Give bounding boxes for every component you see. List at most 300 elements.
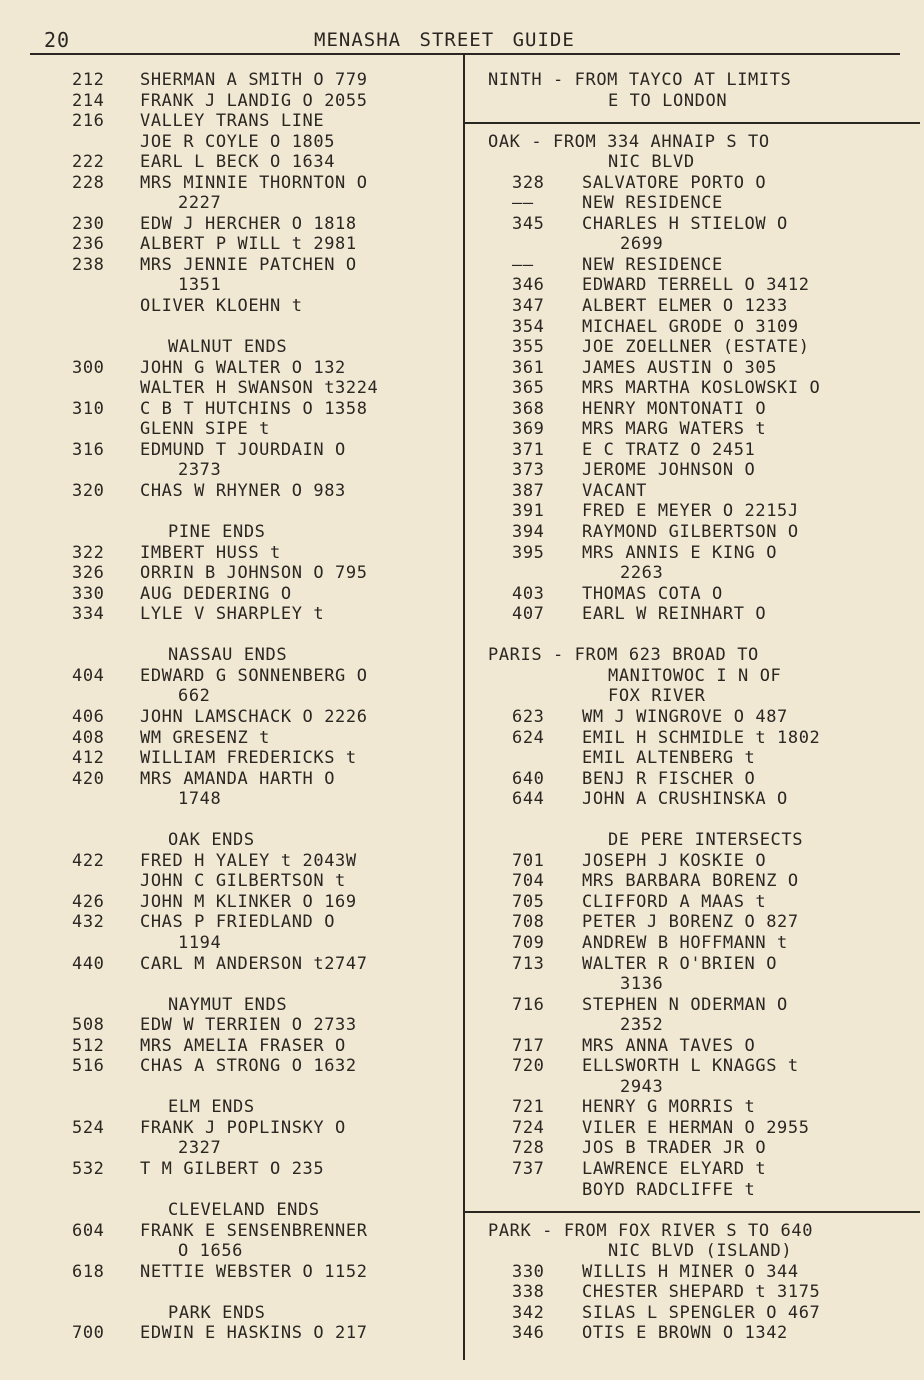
directory-line [470,1303,910,1324]
house-number: 700 [72,1323,105,1344]
directory-line [470,317,910,338]
directory-line [470,1221,910,1242]
directory-line [470,460,910,481]
house-number: 330 [72,583,105,604]
left-column [30,70,460,1344]
resident-name: T M GILBERT O 235 [140,1158,325,1179]
spacer [470,625,910,646]
directory-line [470,337,910,358]
house-number: 395 [512,542,545,563]
house-number: 432 [72,912,105,933]
house-number: 508 [72,1015,105,1036]
header-rule [30,53,900,55]
spacer [30,1180,460,1201]
directory-line [470,358,910,379]
directory-line [470,645,910,666]
directory-line [470,563,910,584]
resident-name: MRS MINNIE THORNTON O [140,172,368,193]
resident-name: VILER E HERMAN O 2955 [582,1117,810,1138]
house-number: 408 [72,727,105,748]
directory-line [470,1118,910,1139]
house-number: 440 [72,953,105,974]
resident-name: LAWRENCE ELYARD t [582,1158,767,1179]
right-column [470,70,910,1344]
resident-name: JEROME JOHNSON O [582,460,756,481]
directory-line [30,1056,460,1077]
directory-line [30,728,460,749]
spacer [30,1077,460,1098]
directory-line [30,296,460,317]
house-number: 394 [512,522,545,543]
directory-line [470,501,910,522]
directory-line [470,954,910,975]
resident-name: JOSEPH J KOSKIE O [582,850,767,871]
house-number: 422 [72,850,105,871]
resident-name: JOHN C GILBERTSON t [140,871,346,892]
resident-name: JOHN G WALTER O 132 [140,357,346,378]
directory-line [470,1241,910,1262]
directory-line [470,296,910,317]
resident-name: EMIL ALTENBERG t [582,748,756,769]
directory-line [30,522,460,543]
house-number: 330 [512,1261,545,1282]
directory-line [470,1323,910,1344]
resident-name: JOS B TRADER JR O [582,1138,767,1159]
house-number: 387 [512,480,545,501]
directory-line [470,1077,910,1098]
directory-line [30,358,460,379]
directory-line [470,604,910,625]
house-number: 624 [512,727,545,748]
directory-line [470,769,910,790]
resident-name: ELLSWORTH L KNAGGS t [582,1056,799,1077]
directory-line [30,214,460,235]
house-number: 708 [512,912,545,933]
resident-name: BENJ R FISCHER O [582,768,756,789]
directory-line [30,419,460,440]
directory-line [30,563,460,584]
directory-line [470,152,910,173]
resident-name: MRS MARG WATERS t [582,419,767,440]
house-number: 420 [72,768,105,789]
resident-name: VACANT [582,480,648,501]
section-rule [470,111,910,132]
directory-line [470,1159,910,1180]
directory-line [470,892,910,913]
directory-line [30,851,460,872]
resident-name: CHESTER SHEPARD t 3175 [582,1282,821,1303]
resident-name: PETER J BORENZ O 827 [582,912,799,933]
resident-name: WILLIS H MINER O 344 [582,1261,799,1282]
resident-name: E C TRATZ O 2451 [582,439,756,460]
directory-line [30,933,460,954]
directory-line [30,481,460,502]
directory-line [470,132,910,153]
resident-name: NEW RESIDENCE [582,254,723,275]
resident-name: SALVATORE PORTO O [582,172,767,193]
house-number: 717 [512,1035,545,1056]
resident-name: EDW J HERCHER O 1818 [140,213,357,234]
directory-line [30,91,460,112]
directory-line [470,666,910,687]
resident-name: AUG DEDERING O [140,583,292,604]
directory-line [30,440,460,461]
directory-line [30,132,460,153]
resident-name: THOMAS COTA O [582,583,723,604]
house-number: 737 [512,1158,545,1179]
continuation-text: 3136 [620,974,664,995]
directory-line [470,686,910,707]
directory-line [30,152,460,173]
resident-name: MRS BARBARA BORENZ O [582,871,799,892]
house-number: 222 [72,152,105,173]
house-number: 300 [72,357,105,378]
directory-line [30,1303,460,1324]
house-number: 322 [72,542,105,563]
continuation-text: 2699 [620,234,664,255]
resident-name: HENRY MONTONATI O [582,398,767,419]
directory-line [30,1118,460,1139]
resident-name: CARL M ANDERSON t2747 [140,953,368,974]
directory-line [30,1241,460,1262]
directory-line [30,584,460,605]
house-number: 716 [512,994,545,1015]
resident-name: EDWARD G SONNENBERG O [140,665,368,686]
street-heading-cont: NIC BLVD [608,152,695,173]
house-number: 369 [512,419,545,440]
directory-line [470,214,910,235]
resident-name: JOHN A CRUSHINSKA O [582,789,788,810]
resident-name: CHAS W RHYNER O 983 [140,480,346,501]
resident-name: MICHAEL GRODE O 3109 [582,316,799,337]
directory-line [470,91,910,112]
resident-name: ALBERT P WILL t 2981 [140,234,357,255]
directory-line [470,440,910,461]
house-number: 212 [72,70,105,90]
directory-line [30,645,460,666]
resident-name: EARL W REINHART O [582,604,767,625]
resident-name: JOE ZOELLNER (ESTATE) [582,337,810,358]
directory-line [470,1180,910,1201]
house-number: 721 [512,1097,545,1118]
resident-name: EMIL H SCHMIDLE t 1802 [582,727,821,748]
resident-name: EDWIN E HASKINS O 217 [140,1323,368,1344]
resident-name: OTIS E BROWN O 1342 [582,1323,788,1344]
house-number: 320 [72,480,105,501]
directory-line [30,686,460,707]
directory-line [30,460,460,481]
house-number: 216 [72,111,105,132]
resident-name: MRS ANNA TAVES O [582,1035,756,1056]
resident-name: FRED H YALEY t 2043W [140,850,357,871]
directory-line [470,1262,910,1283]
house-number: 426 [72,891,105,912]
directory-line [30,769,460,790]
continuation-text: 2327 [178,1138,222,1159]
continuation-text: O 1656 [178,1241,244,1262]
directory-line [470,378,910,399]
directory-line [30,1036,460,1057]
house-number: 316 [72,439,105,460]
spacer [30,974,460,995]
directory-line [470,234,910,255]
house-number: 701 [512,850,545,871]
directory-line [30,892,460,913]
house-number: 404 [72,665,105,686]
street-heading: NINTH - FROM TAYCO AT LIMITS [488,70,792,90]
house-number: 230 [72,213,105,234]
house-number: 720 [512,1056,545,1077]
directory-line [30,707,460,728]
directory-line [470,1282,910,1303]
spacer [30,1282,460,1303]
resident-name: CLIFFORD A MAAS t [582,891,767,912]
resident-name: WALTER H SWANSON t3224 [140,378,379,399]
resident-name: CHARLES H STIELOW O [582,213,788,234]
directory-line [470,193,910,214]
directory-line [470,522,910,543]
resident-name: BOYD RADCLIFFE t [582,1179,756,1200]
house-number: 338 [512,1282,545,1303]
directory-line [30,748,460,769]
directory-line [470,995,910,1016]
house-number: 342 [512,1302,545,1323]
house-number: 512 [72,1035,105,1056]
directory-line [30,337,460,358]
directory-line [470,851,910,872]
column-divider [463,55,465,1360]
resident-name: FRED E MEYER O 2215J [582,501,799,522]
resident-name: ORRIN B JOHNSON O 795 [140,563,368,584]
page-header [0,26,924,56]
house-number: 345 [512,213,545,234]
resident-name: SHERMAN A SMITH O 779 [140,70,368,90]
house-number: 516 [72,1056,105,1077]
resident-name: WALTER R O'BRIEN O [582,953,778,974]
spacer [30,501,460,522]
resident-name: OLIVER KLOEHN t [140,296,303,317]
street-marker: DE PERE INTERSECTS [608,830,804,851]
house-number: 713 [512,953,545,974]
street-heading-cont: FOX RIVER [608,686,706,707]
directory-line [470,933,910,954]
directory-line [470,70,910,91]
resident-name: MRS MARTHA KOSLOWSKI O [582,378,821,399]
continuation-text: 2263 [620,563,664,584]
house-number: 355 [512,337,545,358]
directory-line [30,871,460,892]
resident-name: EDW W TERRIEN O 2733 [140,1015,357,1036]
resident-name: CHAS A STRONG O 1632 [140,1056,357,1077]
directory-line [470,481,910,502]
house-number: 238 [72,254,105,275]
resident-name: MRS AMELIA FRASER O [140,1035,346,1056]
resident-name: EARL L BECK O 1634 [140,152,336,173]
house-number: 334 [72,604,105,625]
resident-name: NEW RESIDENCE [582,193,723,214]
spacer [30,810,460,831]
house-number: 709 [512,932,545,953]
directory-line [30,1221,460,1242]
resident-name: C B T HUTCHINS O 1358 [140,398,368,419]
directory-line [470,255,910,276]
directory-line [470,543,910,564]
house-number: 407 [512,604,545,625]
directory-line [470,419,910,440]
directory-line [30,1138,460,1159]
directory-line [470,789,910,810]
directory-line [470,728,910,749]
house-number: 532 [72,1158,105,1179]
directory-line [470,1097,910,1118]
street-marker: NASSAU ENDS [168,645,288,666]
continuation-text: 2352 [620,1015,664,1036]
resident-name: STEPHEN N ODERMAN O [582,994,788,1015]
house-number: 640 [512,768,545,789]
directory-line [30,995,460,1016]
directory-line [30,378,460,399]
directory-line [470,399,910,420]
section-rule [470,1200,910,1221]
directory-line [30,255,460,276]
resident-name: JAMES AUSTIN O 305 [582,357,778,378]
resident-name: MRS AMANDA HARTH O [140,768,336,789]
continuation-text: 1748 [178,789,222,810]
street-marker: WALNUT ENDS [168,337,288,358]
street-heading-cont: NIC BLVD (ISLAND) [608,1241,793,1262]
resident-name: ALBERT ELMER O 1233 [582,296,788,317]
house-number: 368 [512,398,545,419]
resident-name: NETTIE WEBSTER O 1152 [140,1261,368,1282]
house-number: 391 [512,501,545,522]
house-number: 371 [512,439,545,460]
directory-line [470,871,910,892]
street-marker: NAYMUT ENDS [168,994,288,1015]
resident-name: MRS ANNIS E KING O [582,542,778,563]
house-number: 214 [72,90,105,111]
resident-name: CHAS P FRIEDLAND O [140,912,336,933]
house-number: 644 [512,789,545,810]
directory-line [470,1015,910,1036]
resident-name: FRANK J LANDIG O 2055 [140,90,368,111]
continuation-text: 2943 [620,1076,664,1097]
resident-name: GLENN SIPE t [140,419,271,440]
house-number: 412 [72,748,105,769]
resident-name: VALLEY TRANS LINE [140,111,325,132]
resident-name: RAYMOND GILBERTSON O [582,522,799,543]
directory-line [470,1056,910,1077]
house-number: 328 [512,172,545,193]
directory-line [30,193,460,214]
continuation-text: 1351 [178,275,222,296]
directory-line [30,399,460,420]
resident-name: SILAS L SPENGLER O 467 [582,1302,821,1323]
house-number: 361 [512,357,545,378]
house-number: 704 [512,871,545,892]
house-number: 406 [72,706,105,727]
resident-name: JOHN M KLINKER O 169 [140,891,357,912]
resident-name: WM J WINGROVE O 487 [582,706,788,727]
directory-line [30,234,460,255]
house-number: 347 [512,296,545,317]
directory-line [30,111,460,132]
directory-line [30,666,460,687]
street-heading: PARIS - FROM 623 BROAD TO [488,645,759,666]
directory-line [30,830,460,851]
street-heading-cont: MANITOWOC I N OF [608,665,782,686]
house-number: 228 [72,172,105,193]
directory-line [470,173,910,194]
house-number: 373 [512,460,545,481]
house-number: 618 [72,1261,105,1282]
street-marker: PINE ENDS [168,522,266,543]
directory-line [30,789,460,810]
street-marker: OAK ENDS [168,830,255,851]
directory-line [30,1200,460,1221]
house-number: —— [512,193,534,214]
resident-name: EDWARD TERRELL O 3412 [582,275,810,296]
directory-line [470,748,910,769]
directory-line [470,1036,910,1057]
directory-line [30,1015,460,1036]
resident-name: JOE R COYLE O 1805 [140,131,336,152]
house-number: 346 [512,275,545,296]
directory-line [30,1097,460,1118]
continuation-text: 662 [178,686,211,707]
page-title: MENASHA STREET GUIDE [314,29,575,51]
house-number: 310 [72,398,105,419]
resident-name: FRANK E SENSENBRENNER [140,1220,368,1241]
house-number: 354 [512,316,545,337]
directory-line [30,543,460,564]
directory-line [470,912,910,933]
spacer [30,625,460,646]
directory-line [470,1138,910,1159]
house-number: 728 [512,1138,545,1159]
directory-line [30,70,460,91]
directory-line [470,707,910,728]
continuation-text: 2227 [178,193,222,214]
directory-line [30,173,460,194]
street-heading: PARK - FROM FOX RIVER S TO 640 [488,1220,814,1241]
resident-name: LYLE V SHARPLEY t [140,604,325,625]
resident-name: EDMUND T JOURDAIN O [140,439,346,460]
resident-name: HENRY G MORRIS t [582,1097,756,1118]
house-number: —— [512,254,534,275]
spacer [30,317,460,338]
resident-name: MRS JENNIE PATCHEN O [140,254,357,275]
continuation-text: 1194 [178,932,222,953]
house-number: 705 [512,891,545,912]
resident-name: IMBERT HUSS t [140,542,281,563]
street-marker: ELM ENDS [168,1097,255,1118]
street-marker: PARK ENDS [168,1302,266,1323]
resident-name: FRANK J POPLINSKY O [140,1117,346,1138]
house-number: 724 [512,1117,545,1138]
house-number: 326 [72,563,105,584]
directory-line [30,1262,460,1283]
house-number: 623 [512,706,545,727]
resident-name: WILLIAM FREDERICKS t [140,748,357,769]
street-heading-cont: E TO LONDON [608,90,728,111]
house-number: 604 [72,1220,105,1241]
directory-line [30,912,460,933]
directory-line [30,604,460,625]
spacer [470,810,910,831]
house-number: 365 [512,378,545,399]
directory-line [470,584,910,605]
resident-name: JOHN LAMSCHACK O 2226 [140,706,368,727]
